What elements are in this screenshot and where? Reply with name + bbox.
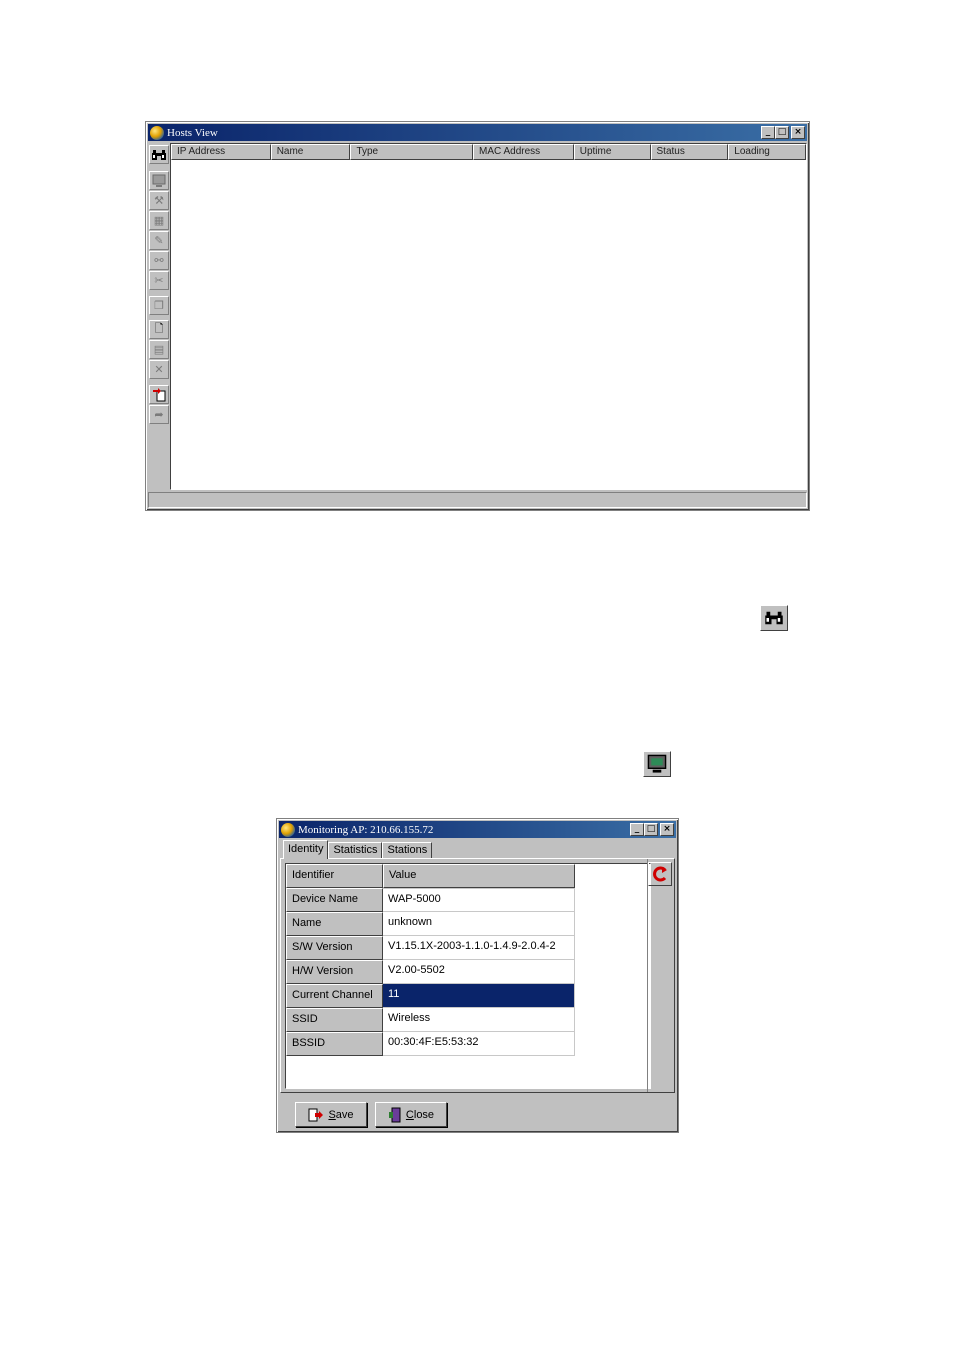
- maximize-button[interactable]: □: [644, 823, 658, 836]
- identity-panel: [280, 858, 675, 1093]
- close-window-button[interactable]: ×: [660, 823, 674, 836]
- grid-row[interactable]: [286, 912, 650, 936]
- monitoring-title: Monitoring AP: 210.66.155.72: [298, 823, 434, 836]
- link-icon: ⚯: [154, 254, 164, 267]
- grid-value[interactable]: Wireless: [383, 1008, 575, 1032]
- column-status[interactable]: Status: [651, 144, 729, 160]
- new-document-icon: 🗋: [154, 322, 164, 335]
- grid-row[interactable]: [286, 1032, 650, 1056]
- grid-value[interactable]: V1.15.1X-2003-1.1.0-1.4.9-2.0.4-2: [383, 936, 575, 960]
- grid-header-identifier: Identifier: [286, 864, 383, 888]
- grid-value[interactable]: 11: [383, 984, 575, 1008]
- grid-row[interactable]: [286, 1008, 650, 1032]
- new-button[interactable]: [149, 320, 169, 339]
- grid-value[interactable]: WAP-5000: [383, 888, 575, 912]
- import-button[interactable]: [149, 385, 169, 404]
- monitor-icon-sample: [643, 751, 671, 777]
- save-icon: [308, 1108, 324, 1122]
- grid-key: S/W Version: [286, 936, 383, 960]
- monitor-icon: [647, 754, 667, 774]
- tab-statistics[interactable]: Statistics: [328, 842, 382, 859]
- grid-header-value: Value: [383, 864, 575, 888]
- import-icon: [152, 388, 166, 402]
- binoculars-icon: [764, 610, 784, 626]
- grid-row-selected[interactable]: [286, 984, 650, 1008]
- column-mac-address[interactable]: MAC Address: [473, 144, 574, 160]
- refresh-button[interactable]: [648, 862, 672, 886]
- monitor-icon: [152, 174, 166, 188]
- monitor-host-button[interactable]: [149, 171, 169, 190]
- hosts-view-titlebar[interactable]: [148, 124, 807, 141]
- delete-icon: ✕: [154, 363, 164, 376]
- side-strip: [647, 859, 674, 1092]
- grid-row[interactable]: [286, 960, 650, 984]
- column-uptime[interactable]: Uptime: [574, 144, 651, 160]
- toolbar-tool-4[interactable]: [149, 231, 169, 250]
- grid-key: SSID: [286, 1008, 383, 1032]
- toolbar-tool-3[interactable]: [149, 211, 169, 230]
- grid-value[interactable]: 00:30:4F:E5:53:32: [383, 1032, 575, 1056]
- refresh-icon: [651, 865, 669, 883]
- properties-icon: ▤: [153, 343, 165, 356]
- grid-key: BSSID: [286, 1032, 383, 1056]
- config-icon: ⚒: [154, 194, 164, 207]
- tab-identity[interactable]: Identity: [283, 840, 328, 859]
- export-icon: ➦: [154, 408, 164, 421]
- tab-stations[interactable]: Stations: [382, 842, 432, 859]
- column-type[interactable]: Type: [350, 144, 473, 160]
- column-name[interactable]: Name: [271, 144, 351, 160]
- copy-icon: ❐: [154, 299, 164, 312]
- door-exit-icon: [388, 1107, 402, 1123]
- app-globe-icon: [281, 823, 295, 837]
- maximize-button[interactable]: □: [775, 126, 789, 139]
- grid-key: Current Channel: [286, 984, 383, 1008]
- monitoring-titlebar[interactable]: [279, 821, 676, 838]
- close-button[interactable]: [375, 1102, 447, 1127]
- tools-icon: ✂: [154, 274, 164, 287]
- save-label: [328, 1109, 353, 1121]
- toolbar-tool-5[interactable]: [149, 251, 169, 270]
- hosts-list[interactable]: [170, 143, 807, 490]
- toolbar-tool-7[interactable]: [149, 296, 169, 315]
- minimize-button[interactable]: _: [630, 823, 644, 836]
- grid-key: H/W Version: [286, 960, 383, 984]
- export-button[interactable]: [149, 405, 169, 424]
- minimize-button[interactable]: _: [761, 126, 775, 139]
- grid-icon: ▦: [153, 214, 165, 227]
- tab-strip: [283, 840, 432, 859]
- hosts-toolbar: [148, 143, 170, 490]
- hosts-view-title: Hosts View: [167, 126, 218, 139]
- save-button[interactable]: [295, 1102, 367, 1127]
- toolbar-tool-2[interactable]: [149, 191, 169, 210]
- grid-row[interactable]: [286, 888, 650, 912]
- grid-value[interactable]: V2.00-5502: [383, 960, 575, 984]
- grid-value[interactable]: unknown: [383, 912, 575, 936]
- toolbar-tool-9[interactable]: [149, 340, 169, 359]
- hosts-list-header: [171, 144, 806, 160]
- close-label: [406, 1109, 434, 1121]
- grid-key: Name: [286, 912, 383, 936]
- identity-grid[interactable]: [285, 863, 651, 1089]
- column-loading[interactable]: Loading: [728, 144, 806, 160]
- find-icon-sample: [760, 605, 788, 631]
- toolbar-tool-6[interactable]: [149, 271, 169, 290]
- grid-header-row: [286, 864, 650, 888]
- hosts-view-window: [145, 121, 810, 511]
- column-ip-address[interactable]: IP Address: [171, 144, 271, 160]
- app-globe-icon: [150, 126, 164, 140]
- grid-row[interactable]: [286, 936, 650, 960]
- grid-key: Device Name: [286, 888, 383, 912]
- close-window-button[interactable]: ×: [791, 126, 805, 139]
- binoculars-icon: [151, 149, 167, 161]
- close-mnemonic: C: [405, 1108, 414, 1121]
- find-hosts-button[interactable]: [149, 145, 169, 164]
- edit-icon: ✎: [154, 234, 164, 247]
- status-bar: [148, 492, 807, 508]
- delete-button[interactable]: [149, 360, 169, 379]
- save-mnemonic: S: [328, 1108, 336, 1121]
- save-label-rest: ave: [335, 1108, 354, 1121]
- close-label-rest: lose: [413, 1108, 435, 1121]
- monitoring-window: [276, 818, 679, 1133]
